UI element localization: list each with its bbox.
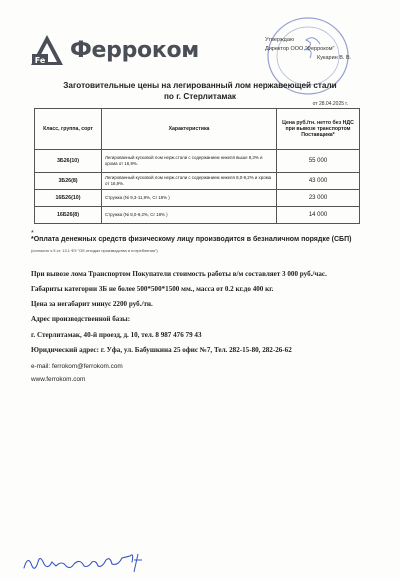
- handwritten-signature: [22, 550, 152, 576]
- row-class: 16Б26(10): [35, 190, 102, 207]
- row-price: 55 000: [277, 150, 360, 173]
- base-address: г. Стерлитамак, 40-й проезд, д. 10, тел. 8 987 476 79 43: [31, 331, 202, 339]
- price-table: [34, 108, 360, 224]
- logo-letters: Fe: [34, 56, 46, 65]
- row-description: Легированный кусковой лом нерж.стали с содержанием никеля 8,0-9,2% и хрома от 16,9%.: [102, 173, 277, 190]
- row-class: 3Б26(10): [35, 150, 102, 173]
- row-description: Стружка (Ni 9,3-11,9%, Cr 18% ): [102, 190, 277, 207]
- document-date: от 28.04.2025 г.: [312, 101, 348, 107]
- header-price: Цена руб./тн. нетто без НДС при вывозе транспортом Поставщика*: [277, 109, 360, 150]
- table-row: [35, 207, 360, 224]
- transport-info: При вывозе лома Транспортом Покупатели стоимость работы в/м составляет 3 000 руб./час.: [31, 270, 327, 278]
- row-class: 16Б26(8): [35, 207, 102, 224]
- payment-note: *Оплата денежных средств физическому лицу производится в безналичном порядке (СБП): [31, 236, 352, 243]
- approval-line: Утверждаю: [265, 37, 295, 43]
- contact-email: e-mail: ferrokom@ferrokom.com: [31, 363, 123, 370]
- ferrokom-logo-icon: [30, 34, 64, 66]
- row-price: 14 000: [277, 207, 360, 224]
- dimensions-info: Габариты категории 3Б не более 500*500*1500 мм., масса от 0.2 кг.до 400 кг.: [31, 285, 274, 293]
- footnote-mark: *: [31, 230, 34, 237]
- base-address-label: Адрес производственной базы:: [31, 315, 131, 323]
- approval-signer: Кукарин В. В.: [317, 55, 352, 61]
- page-title: [0, 80, 400, 102]
- table-row: [35, 173, 360, 190]
- contact-website: www.ferrokom.com: [31, 376, 86, 383]
- approval-block: [265, 36, 351, 63]
- oversize-info: Цена за негабарит минус 2200 руб./тн.: [31, 300, 153, 308]
- title-line: Заготовительные цены на легированный лом нержавеющей стали: [63, 81, 337, 90]
- payment-law-reference: (согласно ч.5 ст. 13.1 ФЗ "Об отходах производства и потребления"): [31, 248, 158, 253]
- table-header-row: [35, 109, 360, 150]
- legal-address: Юридический адрес: г. Уфа, ул. Бабушкина 25 офис №7, Тел. 282-15-80, 282-26-62: [31, 346, 292, 354]
- row-price: 23 000: [277, 190, 360, 207]
- title-line: по г. Стерлитамак: [163, 92, 237, 101]
- approval-director: Директор ООО "Ферроком": [265, 46, 335, 52]
- company-logo: [30, 34, 199, 66]
- company-name: Ферроком: [70, 37, 199, 63]
- row-price: 43 000: [277, 173, 360, 190]
- row-description: Стружка (Ni 8,0-9,2%, Cr 18% ): [102, 207, 277, 224]
- header-description: Характеристика: [102, 109, 277, 150]
- table-row: [35, 150, 360, 173]
- row-class: 3Б26(8): [35, 173, 102, 190]
- header-class: Класс, группа, сорт: [35, 109, 102, 150]
- row-description: Легированный кусковой лом нерж.стали с содержанием никеля выше 9,3% и хрома от 16,9%.: [102, 150, 277, 173]
- table-row: [35, 190, 360, 207]
